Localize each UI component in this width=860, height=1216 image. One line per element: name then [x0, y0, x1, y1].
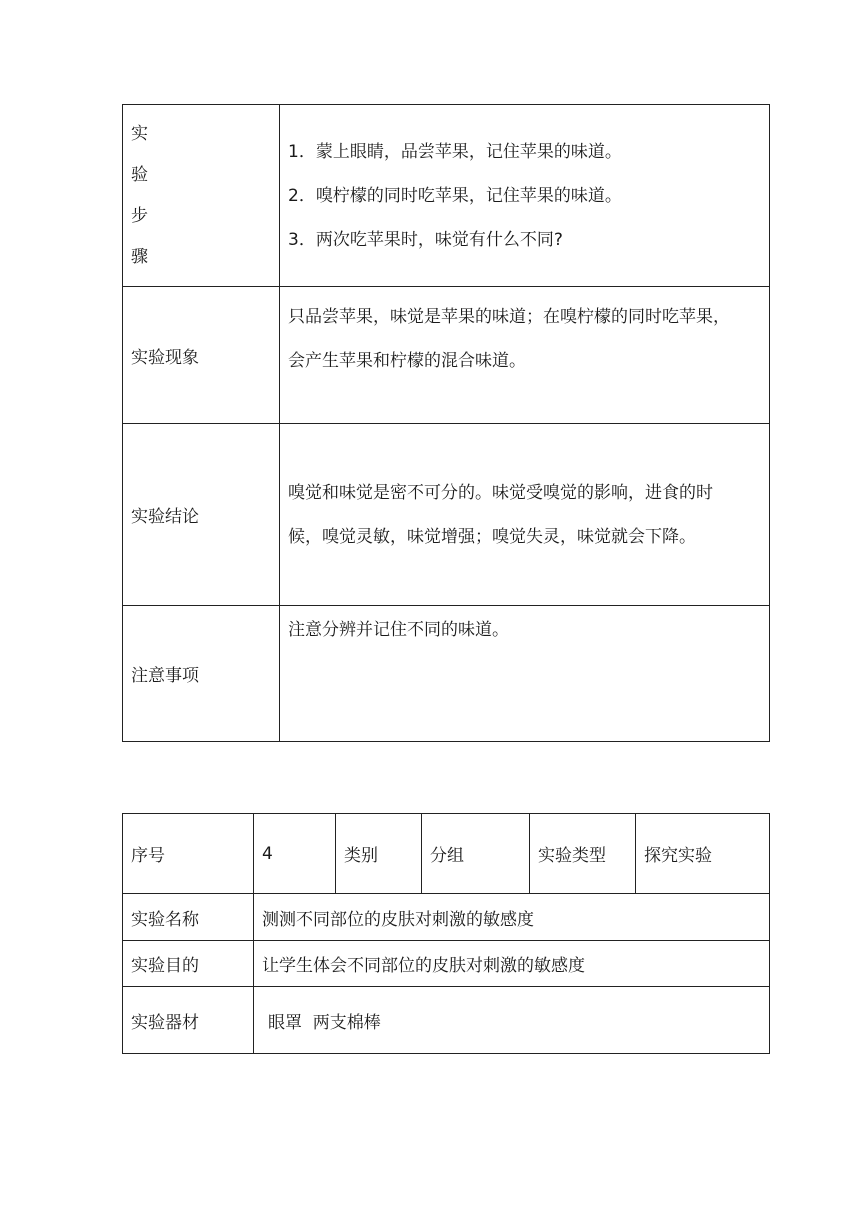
notes-row	[123, 606, 770, 742]
name-value: 测测不同部位的皮肤对刺激的敏感度	[254, 894, 770, 941]
step-item: 1．蒙上眼睛，品尝苹果，记住苹果的味道。	[288, 141, 622, 162]
experiment-info-table	[122, 813, 770, 1054]
step-item: 3．两次吃苹果时，味觉有什么不同?	[288, 229, 563, 250]
steps-row	[123, 105, 770, 287]
purpose-row	[123, 941, 770, 987]
info-header-row	[123, 814, 770, 894]
phenomenon-content: 只品尝苹果，味觉是苹果的味道；在嗅柠檬的同时吃苹果， 会产生苹果和柠檬的混合味道。	[280, 287, 770, 424]
seq-value: 4	[254, 814, 336, 894]
steps-label: 实 验 步 骤	[123, 105, 280, 287]
step-item: 2．嗅柠檬的同时吃苹果，记住苹果的味道。	[288, 185, 622, 206]
purpose-label: 实验目的	[123, 941, 254, 987]
equipment-row	[123, 987, 770, 1054]
conclusion-content: 嗅觉和味觉是密不可分的。味觉受嗅觉的影响，进食的时 候，嗅觉灵敏，味觉增强；嗅觉失灵，味觉就会下降。	[280, 424, 770, 606]
phenomenon-label: 实验现象	[123, 287, 280, 424]
type-value: 探究实验	[636, 814, 770, 894]
equipment-value: 眼罩 两支棉棒	[254, 987, 770, 1054]
type-label: 实验类型	[530, 814, 636, 894]
experiment-details-table	[122, 104, 770, 742]
notes-label: 注意事项	[123, 606, 280, 742]
notes-content: 注意分辨并记住不同的味道。	[280, 606, 770, 742]
purpose-value: 让学生体会不同部位的皮肤对刺激的敏感度	[254, 941, 770, 987]
equipment-label: 实验器材	[123, 987, 254, 1054]
steps-content	[280, 105, 770, 287]
conclusion-row	[123, 424, 770, 606]
category-value: 分组	[422, 814, 530, 894]
name-label: 实验名称	[123, 894, 254, 941]
phenomenon-row	[123, 287, 770, 424]
name-row	[123, 894, 770, 941]
conclusion-label: 实验结论	[123, 424, 280, 606]
category-label: 类别	[336, 814, 422, 894]
seq-label: 序号	[123, 814, 254, 894]
